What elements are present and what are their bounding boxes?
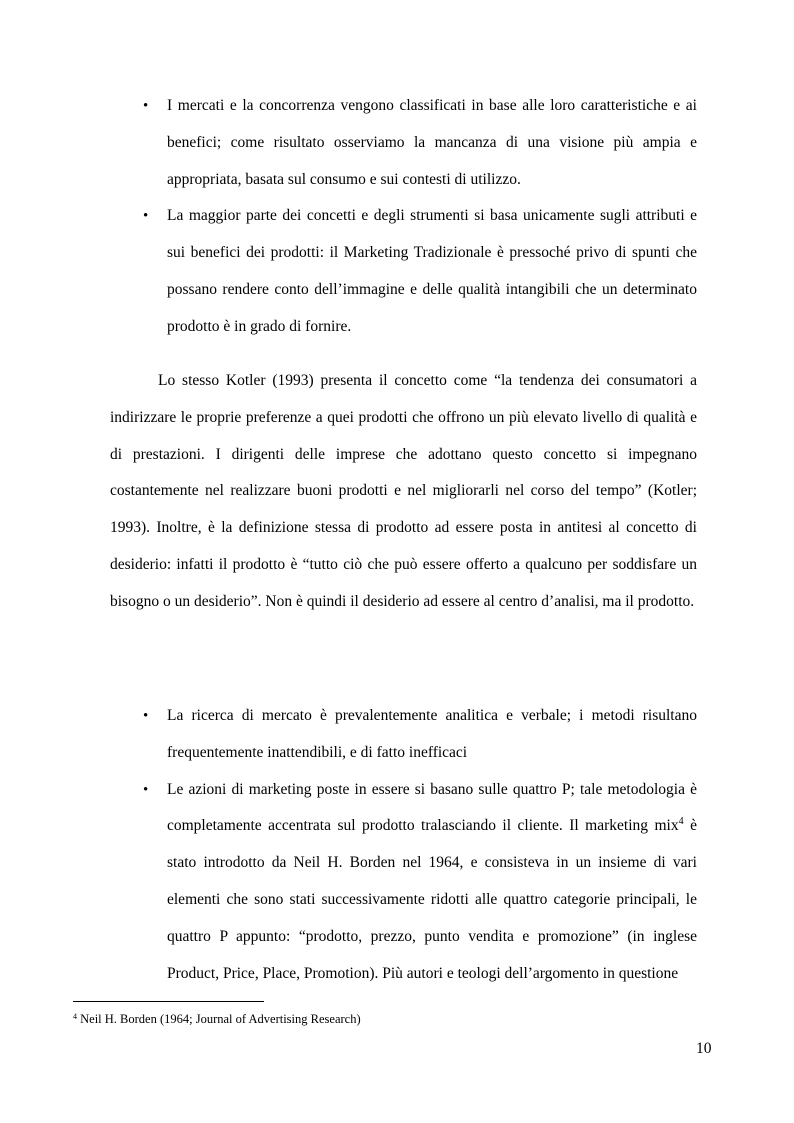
bullet-list-top (110, 88, 697, 346)
list-item-text: La maggior parte dei concetti e degli strumenti si basa unicamente sugli attributi e sui benefici dei prodotti: il Marketing Tradizionale è pressoché privo di spunti che possano rendere conto dell’immagine e delle qualità intangibili che un determinato prodotto è in grado di fornire. (167, 207, 697, 335)
list-item-text-continued: è stato introdotto da Neil H. Borden nel 1964, e consisteva in un insieme di vari elementi che sono stati successivamente ridotti alle quattro categorie principali, le quattro P appunto: “prodotto, prezzo, punto vendita e promozione” (in inglese Product, Price, Place, Promotion). Più autori e teologi dell’argomento in questione (167, 817, 697, 982)
list-item (110, 198, 697, 345)
bullet-icon: • (143, 208, 149, 225)
bullet-icon: • (143, 781, 149, 798)
footnote-text: Neil H. Borden (1964; Journal of Advertising Research) (77, 1012, 361, 1026)
bullet-icon: • (143, 708, 149, 724)
footnote (73, 1011, 361, 1027)
list-item (110, 698, 697, 772)
list-item (110, 88, 697, 198)
body-paragraph: Lo stesso Kotler (1993) presenta il concetto come “la tendenza dei consumatori a indirizzare le proprie preferenze a quei prodotti che offrono un più elevato livello di qualità e di prestazioni. I dirigenti delle imprese che adottano questo concetto si impegnano costantemente nel realizzare buoni prodotti e nel migliorarli nel corso del tempo” (Kotler; 1993). Inoltre, è la definizione stessa di prodotto ad essere posta in antitesi al concetto di desiderio: infatti il prodotto è “tutto ciò che può essere offerto a qualcuno per soddisfare un bisogno o un desiderio”. Non è quindi il desiderio ad essere al centro d’analisi, ma il prodotto. (110, 372, 697, 610)
list-item (110, 772, 697, 993)
page-number: 10 (696, 1040, 712, 1057)
footnote-number: 4 (73, 1012, 77, 1021)
bullet-icon: • (143, 98, 149, 114)
bullet-list-bottom (110, 698, 697, 992)
list-item-text: Le azioni di marketing poste in essere si basano sulle quattro P; tale metodologia è completamente accentrata sul prodotto tralasciando il cliente. Il marketing mix (167, 780, 697, 835)
list-item-text: La ricerca di mercato è prevalentemente analitica e verbale; i metodi risultano frequentemente inattendibili, e di fatto inefficaci (167, 707, 697, 761)
footnote-reference[interactable]: 4 (678, 816, 684, 828)
list-item-text: I mercati e la concorrenza vengono classificati in base alle loro caratteristiche e ai benefici; come risultato osserviamo la mancanza di una visione più ampia e appropriata, basata sul consumo e sui contesti di utilizzo. (167, 97, 697, 188)
footnote-divider (73, 1001, 264, 1002)
